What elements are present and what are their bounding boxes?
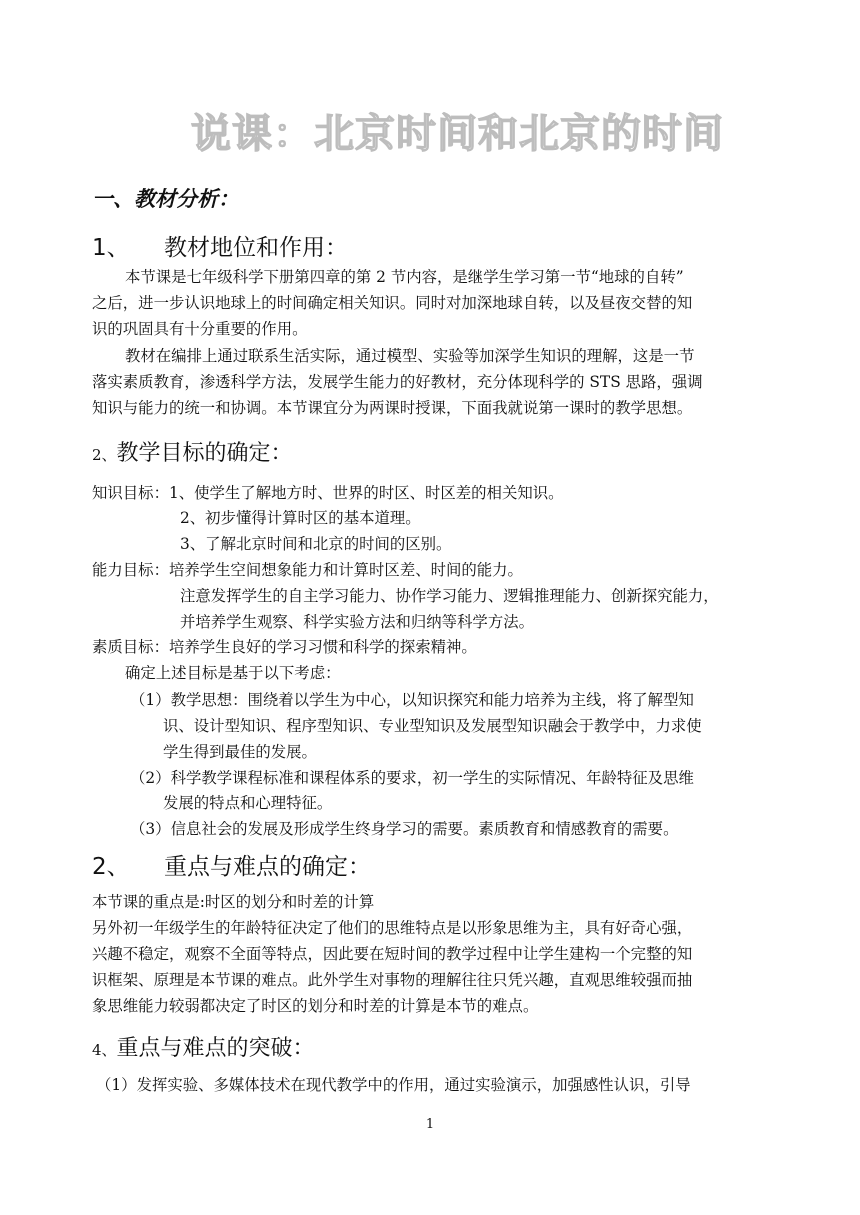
- paragraph-line: 之后，进一步认识地球上的时间确定相关知识。同时对加深地球自转，以及昼夜交替的知: [92, 294, 693, 312]
- paragraph-line: 本节课是七年级科学下册第四章的第 2 节内容，是继学生学习第一节“地球的自转”: [125, 268, 684, 286]
- goal-line: 学生得到最佳的发展。: [163, 743, 317, 761]
- paragraph-line: 另外初一年级学生的年龄特征决定了他们的思维特点是以形象思维为主，具有好奇心强，: [92, 919, 693, 937]
- section-heading-1: 一、教材分析：: [92, 187, 239, 211]
- paragraph-line: 识框架、原理是本节课的难点。此外学生对事物的理解往往只凭兴趣，直观思维较强而抽: [92, 971, 693, 989]
- subheading-text: 重点与难点的确定：: [164, 854, 371, 880]
- paragraph-line: 教材在编排上通过联系生活实际，通过模型、实验等加深学生知识的理解，这是一节: [125, 347, 695, 365]
- goal-line: 确定上述目标是基于以下考虑：: [125, 664, 341, 682]
- paragraph-line: 落实素质教育，渗透科学方法，发展学生能力的好教材，充分体现科学的 STS 思路，强调: [92, 373, 703, 391]
- goal-line: 3、了解北京时间和北京的时间的区别。: [180, 535, 452, 553]
- subheading-number: 4、: [92, 1041, 117, 1059]
- paragraph-line: 象思维能力较弱都决定了时区的划分和时差的计算是本节的难点。: [92, 997, 539, 1015]
- goal-line: 注意发挥学生的自主学习能力、协作学习能力、逻辑推理能力、创新探究能力，: [180, 587, 719, 605]
- goal-line: （1）教学思想：围绕着以学生为中心，以知识探究和能力培养为主线，将了解型知: [130, 691, 694, 709]
- subheading-text: 重点与难点的突破：: [116, 1036, 315, 1061]
- subheading-breakthrough: [92, 1032, 315, 1067]
- paragraph-line: （1）发挥实验、多媒体技术在现代教学中的作用，通过实验演示，加强感性认识，引导: [96, 1076, 691, 1094]
- subheading-key-points: [92, 850, 371, 884]
- goal-line: 发展的特点和心理特征。: [163, 794, 333, 812]
- goal-line: （3）信息社会的发展及形成学生终身学习的需要。素质教育和情感教育的需要。: [130, 820, 679, 838]
- paragraph-line: 知识与能力的统一和协调。本节课宜分为两课时授课，下面我就说第一课时的教学思想。: [92, 399, 693, 417]
- paragraph-line: 本节课的重点是:时区的划分和时差的计算: [92, 893, 375, 911]
- subheading-teaching-goals: [92, 437, 293, 472]
- page-number: 1: [425, 1117, 435, 1132]
- paragraph-line: 兴趣不稳定，观察不全面等特点，因此要在短时间的教学过程中让学生建构一个完整的知: [92, 945, 693, 963]
- subheading-number: 2、: [92, 854, 130, 880]
- goal-line: 2、初步懂得计算时区的基本道理。: [180, 509, 421, 527]
- subheading-number: 2、: [92, 446, 117, 464]
- subheading-number: 1、: [92, 235, 130, 261]
- goal-line: 知识目标：1、使学生了解地方时、世界的时区、时区差的相关知识。: [92, 484, 564, 502]
- goal-line: 识、设计型知识、程序型知识、专业型知识及发展型知识融会于教学中，力求使: [163, 717, 702, 735]
- goal-line: 能力目标：培养学生空间想象能力和计算时区差、时间的能力。: [92, 561, 523, 579]
- goal-line: 并培养学生观察、科学实验方法和归纳等科学方法。: [180, 613, 534, 631]
- subheading-text: 教材地位和作用：: [164, 235, 348, 261]
- document-title: 说课：北京时间和北京的时间: [191, 111, 724, 157]
- goal-line: 素质目标：培养学生良好的学习习惯和科学的探索精神。: [92, 638, 477, 656]
- paragraph-line: 识的巩固具有十分重要的作用。: [92, 320, 308, 338]
- subheading-position-and-role: [92, 231, 348, 265]
- goal-line: （2）科学教学课程标准和课程体系的要求，初一学生的实际情况、年龄特征及思维: [130, 769, 694, 787]
- subheading-text: 教学目标的确定：: [116, 441, 293, 466]
